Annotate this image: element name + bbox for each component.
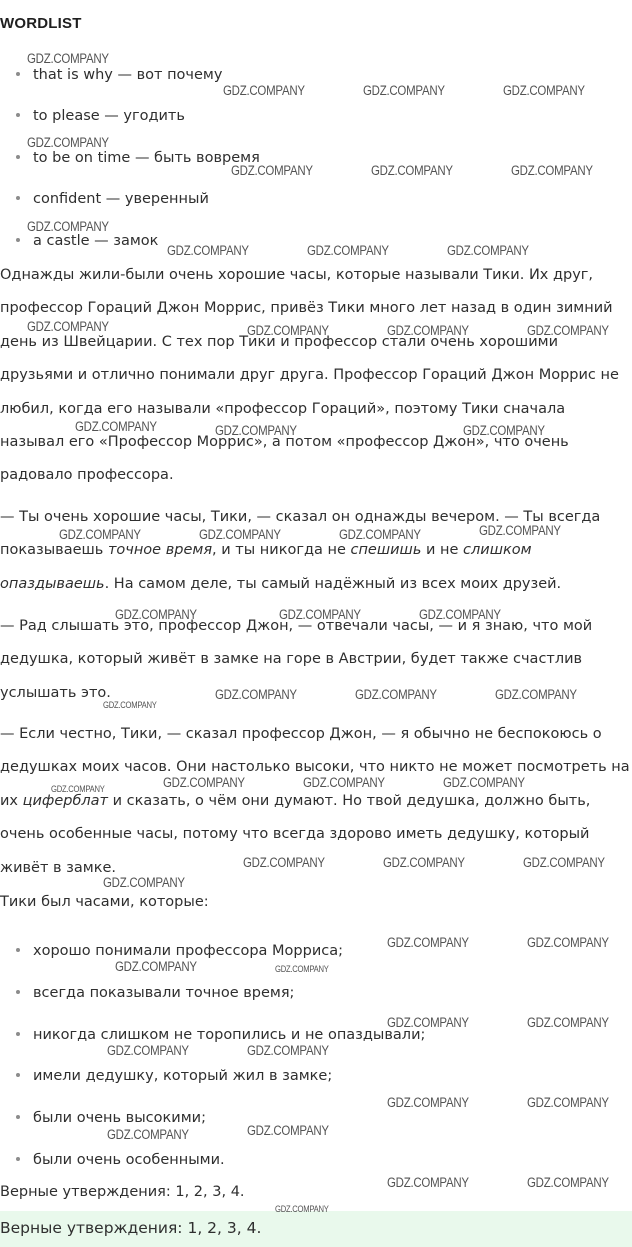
watermark: GDZ.COMPANY <box>27 319 109 334</box>
watermark: GDZ.COMPANY <box>103 700 157 710</box>
wordlist-item: a castle — замок <box>16 233 158 249</box>
bullet-icon <box>16 1115 20 1119</box>
bullet-icon <box>16 990 20 994</box>
answer-text: Верные утверждения: 1, 2, 3, 4. <box>0 1184 245 1200</box>
watermark: GDZ.COMPANY <box>355 687 437 702</box>
watermark: GDZ.COMPANY <box>247 1043 329 1058</box>
watermark: GDZ.COMPANY <box>303 775 385 790</box>
bullet-icon <box>16 72 20 76</box>
watermark: GDZ.COMPANY <box>115 607 197 622</box>
wordlist-item: that is why — вот почему <box>16 67 222 83</box>
watermark: GDZ.COMPANY <box>527 1175 609 1190</box>
watermark: GDZ.COMPANY <box>59 527 141 542</box>
watermark: GDZ.COMPANY <box>243 855 325 870</box>
watermark: GDZ.COMPANY <box>387 935 469 950</box>
watermark: GDZ.COMPANY <box>503 83 585 98</box>
watermark: GDZ.COMPANY <box>523 855 605 870</box>
watermark: GDZ.COMPANY <box>463 423 545 438</box>
watermark: GDZ.COMPANY <box>387 1095 469 1110</box>
statement-item: всегда показывали точное время; <box>16 985 294 1001</box>
watermark: GDZ.COMPANY <box>107 1043 189 1058</box>
emphasis: спешишь <box>350 542 422 559</box>
watermark: GDZ.COMPANY <box>307 243 389 258</box>
watermark: GDZ.COMPANY <box>27 51 109 66</box>
watermark: GDZ.COMPANY <box>527 1015 609 1030</box>
watermark: GDZ.COMPANY <box>27 135 109 150</box>
watermark: GDZ.COMPANY <box>387 1015 469 1030</box>
emphasis: точное время <box>107 542 213 559</box>
watermark: GDZ.COMPANY <box>199 527 281 542</box>
statement-item: были очень особенными. <box>16 1152 225 1168</box>
watermark: GDZ.COMPANY <box>527 1095 609 1110</box>
watermark: GDZ.COMPANY <box>447 243 529 258</box>
story-paragraph-5: Тики был часами, которые: <box>0 894 209 910</box>
watermark: GDZ.COMPANY <box>107 1127 189 1142</box>
watermark: GDZ.COMPANY <box>115 959 197 974</box>
statement-item: были очень высокими; <box>16 1110 206 1126</box>
bullet-icon <box>16 155 20 159</box>
emphasis: слишком опаздываешь <box>0 542 532 592</box>
emphasis: циферблат <box>22 792 108 809</box>
watermark: GDZ.COMPANY <box>167 243 249 258</box>
bullet-icon <box>16 948 20 952</box>
watermark: GDZ.COMPANY <box>419 607 501 622</box>
watermark: GDZ.COMPANY <box>247 323 329 338</box>
watermark: GDZ.COMPANY <box>247 1123 329 1138</box>
watermark: GDZ.COMPANY <box>479 523 561 538</box>
watermark: GDZ.COMPANY <box>371 163 453 178</box>
watermark: GDZ.COMPANY <box>387 1175 469 1190</box>
answer-highlight-box <box>0 1211 632 1247</box>
bullet-icon <box>16 1032 20 1036</box>
wordlist-item: confident — уверенный <box>16 191 209 207</box>
watermark: GDZ.COMPANY <box>527 935 609 950</box>
watermark: GDZ.COMPANY <box>223 83 305 98</box>
watermark: GDZ.COMPANY <box>275 964 329 974</box>
watermark: GDZ.COMPANY <box>279 607 361 622</box>
bullet-icon <box>16 113 20 117</box>
watermark: GDZ.COMPANY <box>495 687 577 702</box>
statement-item: имели дедушку, который жил в замке; <box>16 1068 332 1084</box>
wordlist-item: to be on time — быть вовремя <box>16 150 260 166</box>
story-paragraph-3: — Рад слышать это, профессор Джон, — отвечали часы, — и я знаю, что мой дедушка, который живёт в замке на горе в Австрии, будет также счастлив услышать это. <box>0 618 593 701</box>
watermark: GDZ.COMPANY <box>231 163 313 178</box>
watermark: GDZ.COMPANY <box>215 423 297 438</box>
wordlist-item: to please — угодить <box>16 108 185 124</box>
statement-item: хорошо понимали профессора Морриса; <box>16 943 343 959</box>
watermark: GDZ.COMPANY <box>511 163 593 178</box>
wordlist-title: WORDLIST <box>0 15 82 32</box>
bullet-icon <box>16 1073 20 1077</box>
bullet-icon <box>16 1157 20 1161</box>
watermark: GDZ.COMPANY <box>383 855 465 870</box>
watermark: GDZ.COMPANY <box>527 323 609 338</box>
bullet-icon <box>16 196 20 200</box>
statement-item: никогда слишком не торопились и не опаздывали; <box>16 1027 425 1043</box>
watermark: GDZ.COMPANY <box>51 784 105 794</box>
story-paragraph-4: — Если честно, Тики, — сказал профессор Джон, — я обычно не беспокоюсь о дедушках моих часов. Они настолько высоки, что никто не может посмотреть на их циферблат и сказать, о чём они думают. Но твой дедушка, должно быть, очень особенные часы, потому что всегда здорово иметь дедушку, который живёт в замке. <box>0 726 630 876</box>
watermark: GDZ.COMPANY <box>215 687 297 702</box>
watermark: GDZ.COMPANY <box>103 875 185 890</box>
watermark: GDZ.COMPANY <box>275 1204 329 1214</box>
watermark: GDZ.COMPANY <box>163 775 245 790</box>
bullet-icon <box>16 238 20 242</box>
story-paragraph-2: — Ты очень хорошие часы, Тики, — сказал он однажды вечером. — Ты всегда показываешь точное время, и ты никогда не спешишь и не слишком опаздываешь. На самом деле, ты самый надёжный из всех моих друзей. <box>0 509 601 592</box>
watermark: GDZ.COMPANY <box>75 419 157 434</box>
answer-highlight-text: Верные утверждения: 1, 2, 3, 4. <box>0 1219 262 1237</box>
story-paragraph-1: Однажды жили-были очень хорошие часы, которые называли Тики. Их друг, профессор Гораций Джон Моррис, привёз Тики много лет назад в один зимний день из Швейцарии. С тех пор Тики и профессор стали очень хорошими друзьями и отлично понимали друг друга. Профессор Гораций Джон Моррис не любил, когда его называли «профессор Гораций», поэтому Тики сначала называл его «Профессор Моррис», а потом «профессор Джон», что очень радовало профессора. <box>0 267 619 484</box>
watermark: GDZ.COMPANY <box>387 323 469 338</box>
watermark: GDZ.COMPANY <box>339 527 421 542</box>
watermark: GDZ.COMPANY <box>27 219 109 234</box>
watermark: GDZ.COMPANY <box>363 83 445 98</box>
watermark: GDZ.COMPANY <box>443 775 525 790</box>
